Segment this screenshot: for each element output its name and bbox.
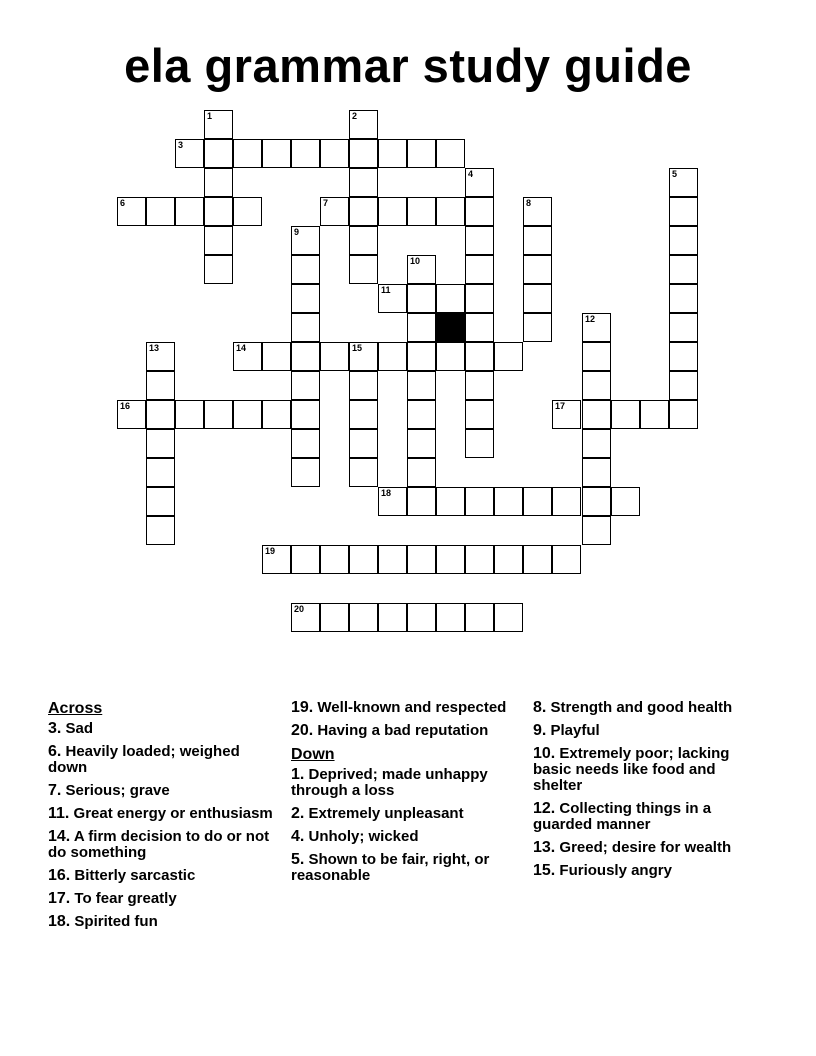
grid-cell[interactable] [146,458,175,487]
grid-cell[interactable] [146,371,175,400]
grid-cell[interactable] [204,139,233,168]
grid-cell[interactable] [204,255,233,284]
grid-cell[interactable] [349,168,378,197]
grid-cell[interactable] [291,545,320,574]
clue-item-number: 6. [48,743,62,760]
clue-item-text: Serious; grave [61,782,170,799]
grid-cell[interactable] [465,313,494,342]
grid-cell[interactable] [582,516,611,545]
clue-item-number: 19. [291,699,314,716]
clue-number: 17 [555,401,566,411]
grid-cell[interactable] [407,284,436,313]
clue-item [48,891,278,907]
grid-cell[interactable] [523,226,552,255]
clue-item-text: Well-known and respected [313,699,507,716]
clue-item [291,852,521,884]
grid-cell[interactable] [117,197,146,226]
grid-cell[interactable] [204,110,233,139]
grid-cell[interactable] [465,487,494,516]
clue-number: 5 [672,169,678,179]
clue-item [291,806,521,822]
clue-number: 19 [265,546,276,556]
clue-number: 6 [120,198,126,208]
grid-cell[interactable] [204,400,233,429]
black-square [436,313,465,342]
grid-cell[interactable] [436,284,465,313]
clue-column-2 [291,700,521,891]
grid-cell[interactable] [262,139,291,168]
clue-number: 12 [585,314,596,324]
clue-number: 9 [294,227,300,237]
grid-cell[interactable] [262,545,291,574]
grid-cell[interactable] [146,342,175,371]
clue-item-number: 18. [48,913,71,930]
grid-cell[interactable] [669,342,698,371]
clue-item [291,723,521,739]
clue-number: 18 [381,488,392,498]
grid-cell[interactable] [378,139,407,168]
grid-cell[interactable] [582,400,611,429]
clue-number: 20 [294,604,305,614]
clue-item [533,863,763,879]
grid-cell[interactable] [262,342,291,371]
grid-cell[interactable] [349,226,378,255]
grid-cell[interactable] [175,139,204,168]
clue-number: 7 [323,198,329,208]
clue-item [48,914,278,930]
grid-cell[interactable] [523,487,552,516]
grid-cell[interactable] [611,487,640,516]
clue-item-text: Extremely poor; lacking basic needs like food and shelter [533,745,730,794]
grid-cell[interactable] [407,603,436,632]
grid-cell[interactable] [465,342,494,371]
grid-cell[interactable] [349,400,378,429]
grid-cell[interactable] [262,400,291,429]
clue-item [48,829,278,861]
clue-number: 1 [207,111,213,121]
grid-cell[interactable] [291,371,320,400]
grid-cell[interactable] [552,400,581,429]
clue-item [291,767,521,799]
grid-cell[interactable] [494,342,523,371]
clue-item-text: Extremely unpleasant [304,805,464,822]
grid-cell[interactable] [465,226,494,255]
grid-cell[interactable] [582,342,611,371]
clue-number: 15 [352,343,363,353]
grid-cell[interactable] [291,458,320,487]
grid-cell[interactable] [349,342,378,371]
clue-item-text: Shown to be fair, right, or reasonable [291,851,490,884]
grid-cell[interactable] [320,197,349,226]
grid-cell[interactable] [378,603,407,632]
grid-cell[interactable] [320,342,349,371]
grid-cell[interactable] [552,487,581,516]
grid-cell[interactable] [611,400,640,429]
clue-item-text: Playful [546,722,600,739]
clue-item [291,829,521,845]
grid-cell[interactable] [349,139,378,168]
grid-cell[interactable] [378,197,407,226]
grid-cell[interactable] [146,487,175,516]
clue-item-text: Having a bad reputation [313,722,489,739]
clue-item-text: Furiously angry [555,862,672,879]
clue-number: 16 [120,401,131,411]
grid-cell[interactable] [291,603,320,632]
grid-cell[interactable] [523,255,552,284]
clue-number: 10 [410,256,421,266]
down-clues-continued [533,700,763,879]
grid-cell[interactable] [291,400,320,429]
grid-cell[interactable] [291,226,320,255]
clue-item-text: Greed; desire for wealth [555,839,732,856]
clue-item [533,840,763,856]
clue-item-number: 1. [291,766,305,783]
grid-cell[interactable] [465,255,494,284]
clue-item-number: 16. [48,867,71,884]
grid-cell[interactable] [465,429,494,458]
grid-cell[interactable] [349,545,378,574]
grid-cell[interactable] [669,168,698,197]
grid-cell[interactable] [523,284,552,313]
down-clues [291,767,521,884]
grid-cell[interactable] [465,168,494,197]
grid-cell[interactable] [669,400,698,429]
grid-cell[interactable] [407,545,436,574]
grid-cell[interactable] [146,516,175,545]
clue-item-number: 9. [533,722,547,739]
grid-cell[interactable] [582,458,611,487]
grid-cell[interactable] [233,342,262,371]
grid-cell[interactable] [233,139,262,168]
clue-item-text: A firm decision to do or not do something [48,828,270,861]
grid-cell[interactable] [320,545,349,574]
clue-item-number: 5. [291,851,305,868]
grid-cell[interactable] [465,603,494,632]
clue-number: 2 [352,111,358,121]
grid-cell[interactable] [523,197,552,226]
grid-cell[interactable] [233,197,262,226]
grid-cell[interactable] [465,545,494,574]
clue-item [48,783,278,799]
clue-number: 4 [468,169,474,179]
grid-cell[interactable] [436,487,465,516]
grid-cell[interactable] [204,226,233,255]
grid-cell[interactable] [407,342,436,371]
grid-cell[interactable] [378,342,407,371]
grid-cell[interactable] [669,226,698,255]
grid-cell[interactable] [582,487,611,516]
clue-item-number: 15. [533,862,556,879]
grid-cell[interactable] [117,400,146,429]
clue-item [533,801,763,833]
grid-cell[interactable] [175,197,204,226]
page-title: ela grammar study guide [124,39,692,92]
grid-cell[interactable] [291,284,320,313]
grid-cell[interactable] [640,400,669,429]
clue-item [48,744,278,776]
grid-cell[interactable] [146,429,175,458]
clue-item-text: Unholy; wicked [304,828,419,845]
clue-item-text: Great energy or enthusiasm [69,805,273,822]
grid-cell[interactable] [233,400,262,429]
clue-item-number: 17. [48,890,71,907]
grid-cell[interactable] [494,603,523,632]
clue-item-text: Deprived; made unhappy through a loss [291,766,488,799]
grid-cell[interactable] [320,139,349,168]
across-clues [48,721,278,930]
clue-item-number: 20. [291,722,314,739]
grid-cell[interactable] [349,255,378,284]
clue-item-text: Spirited fun [70,913,158,930]
grid-cell[interactable] [436,139,465,168]
clue-item-text: To fear greatly [70,890,177,907]
grid-cell[interactable] [407,255,436,284]
grid-cell[interactable] [320,603,349,632]
grid-cell[interactable] [349,458,378,487]
clue-number: 14 [236,343,247,353]
grid-cell[interactable] [175,400,204,429]
clue-item [48,721,278,737]
grid-cell[interactable] [378,284,407,313]
grid-cell[interactable] [291,255,320,284]
grid-cell[interactable] [465,400,494,429]
grid-cell[interactable] [349,429,378,458]
grid-cell[interactable] [669,255,698,284]
across-heading: Across [48,700,103,717]
grid-cell[interactable] [378,487,407,516]
clue-item-text: Bitterly sarcastic [70,867,196,884]
grid-cell[interactable] [465,371,494,400]
clue-item-number: 10. [533,745,556,762]
grid-cell[interactable] [291,429,320,458]
grid-cell[interactable] [349,371,378,400]
clue-item-text: Collecting things in a guarded manner [533,800,712,833]
clue-item-number: 2. [291,805,305,822]
clue-item-text: Sad [61,720,94,737]
grid-cell[interactable] [291,313,320,342]
grid-cell[interactable] [436,603,465,632]
grid-cell[interactable] [494,487,523,516]
clue-item-number: 14. [48,828,71,845]
grid-cell[interactable] [436,197,465,226]
grid-cell[interactable] [204,197,233,226]
clue-item-number: 3. [48,720,62,737]
grid-cell[interactable] [378,545,407,574]
grid-cell[interactable] [669,197,698,226]
grid-cell[interactable] [552,545,581,574]
grid-cell[interactable] [349,110,378,139]
clue-item-number: 13. [533,839,556,856]
grid-cell[interactable] [669,284,698,313]
grid-cell[interactable] [407,313,436,342]
clue-column-3 [533,700,763,886]
across-clues-continued [291,700,521,739]
grid-cell[interactable] [436,545,465,574]
clue-column-1 [48,700,278,937]
grid-cell[interactable] [582,371,611,400]
clue-item [533,700,763,716]
grid-cell[interactable] [407,139,436,168]
grid-cell[interactable] [523,545,552,574]
clue-item [48,868,278,884]
grid-cell[interactable] [407,458,436,487]
clue-item-number: 4. [291,828,305,845]
clue-item-text: Heavily loaded; weighed down [48,743,240,776]
clue-item [533,746,763,794]
grid-cell[interactable] [494,545,523,574]
clue-item-text: Strength and good health [546,699,733,716]
grid-cell[interactable] [407,429,436,458]
clue-item [48,806,278,822]
grid-cell[interactable] [349,197,378,226]
clue-number: 8 [526,198,532,208]
grid-cell[interactable] [436,342,465,371]
grid-cell[interactable] [523,313,552,342]
clue-number: 11 [381,285,391,295]
grid-cell[interactable] [465,284,494,313]
grid-cell[interactable] [407,400,436,429]
grid-cell[interactable] [407,197,436,226]
grid-cell[interactable] [146,400,175,429]
clue-number: 3 [178,140,184,150]
grid-cell[interactable] [465,197,494,226]
clue-item-number: 12. [533,800,556,817]
grid-cell[interactable] [204,168,233,197]
grid-cell[interactable] [582,313,611,342]
clue-item [291,700,521,716]
grid-cell[interactable] [582,429,611,458]
grid-cell[interactable] [407,487,436,516]
grid-cell[interactable] [407,371,436,400]
clue-number: 13 [149,343,160,353]
clue-item-number: 8. [533,699,547,716]
grid-cell[interactable] [146,197,175,226]
grid-cell[interactable] [669,371,698,400]
clue-item [533,723,763,739]
grid-cell[interactable] [669,313,698,342]
grid-cell[interactable] [291,342,320,371]
clue-item-number: 7. [48,782,62,799]
grid-cell[interactable] [291,139,320,168]
clue-item-number: 11. [48,805,70,822]
grid-cell[interactable] [349,603,378,632]
down-heading: Down [291,746,335,763]
